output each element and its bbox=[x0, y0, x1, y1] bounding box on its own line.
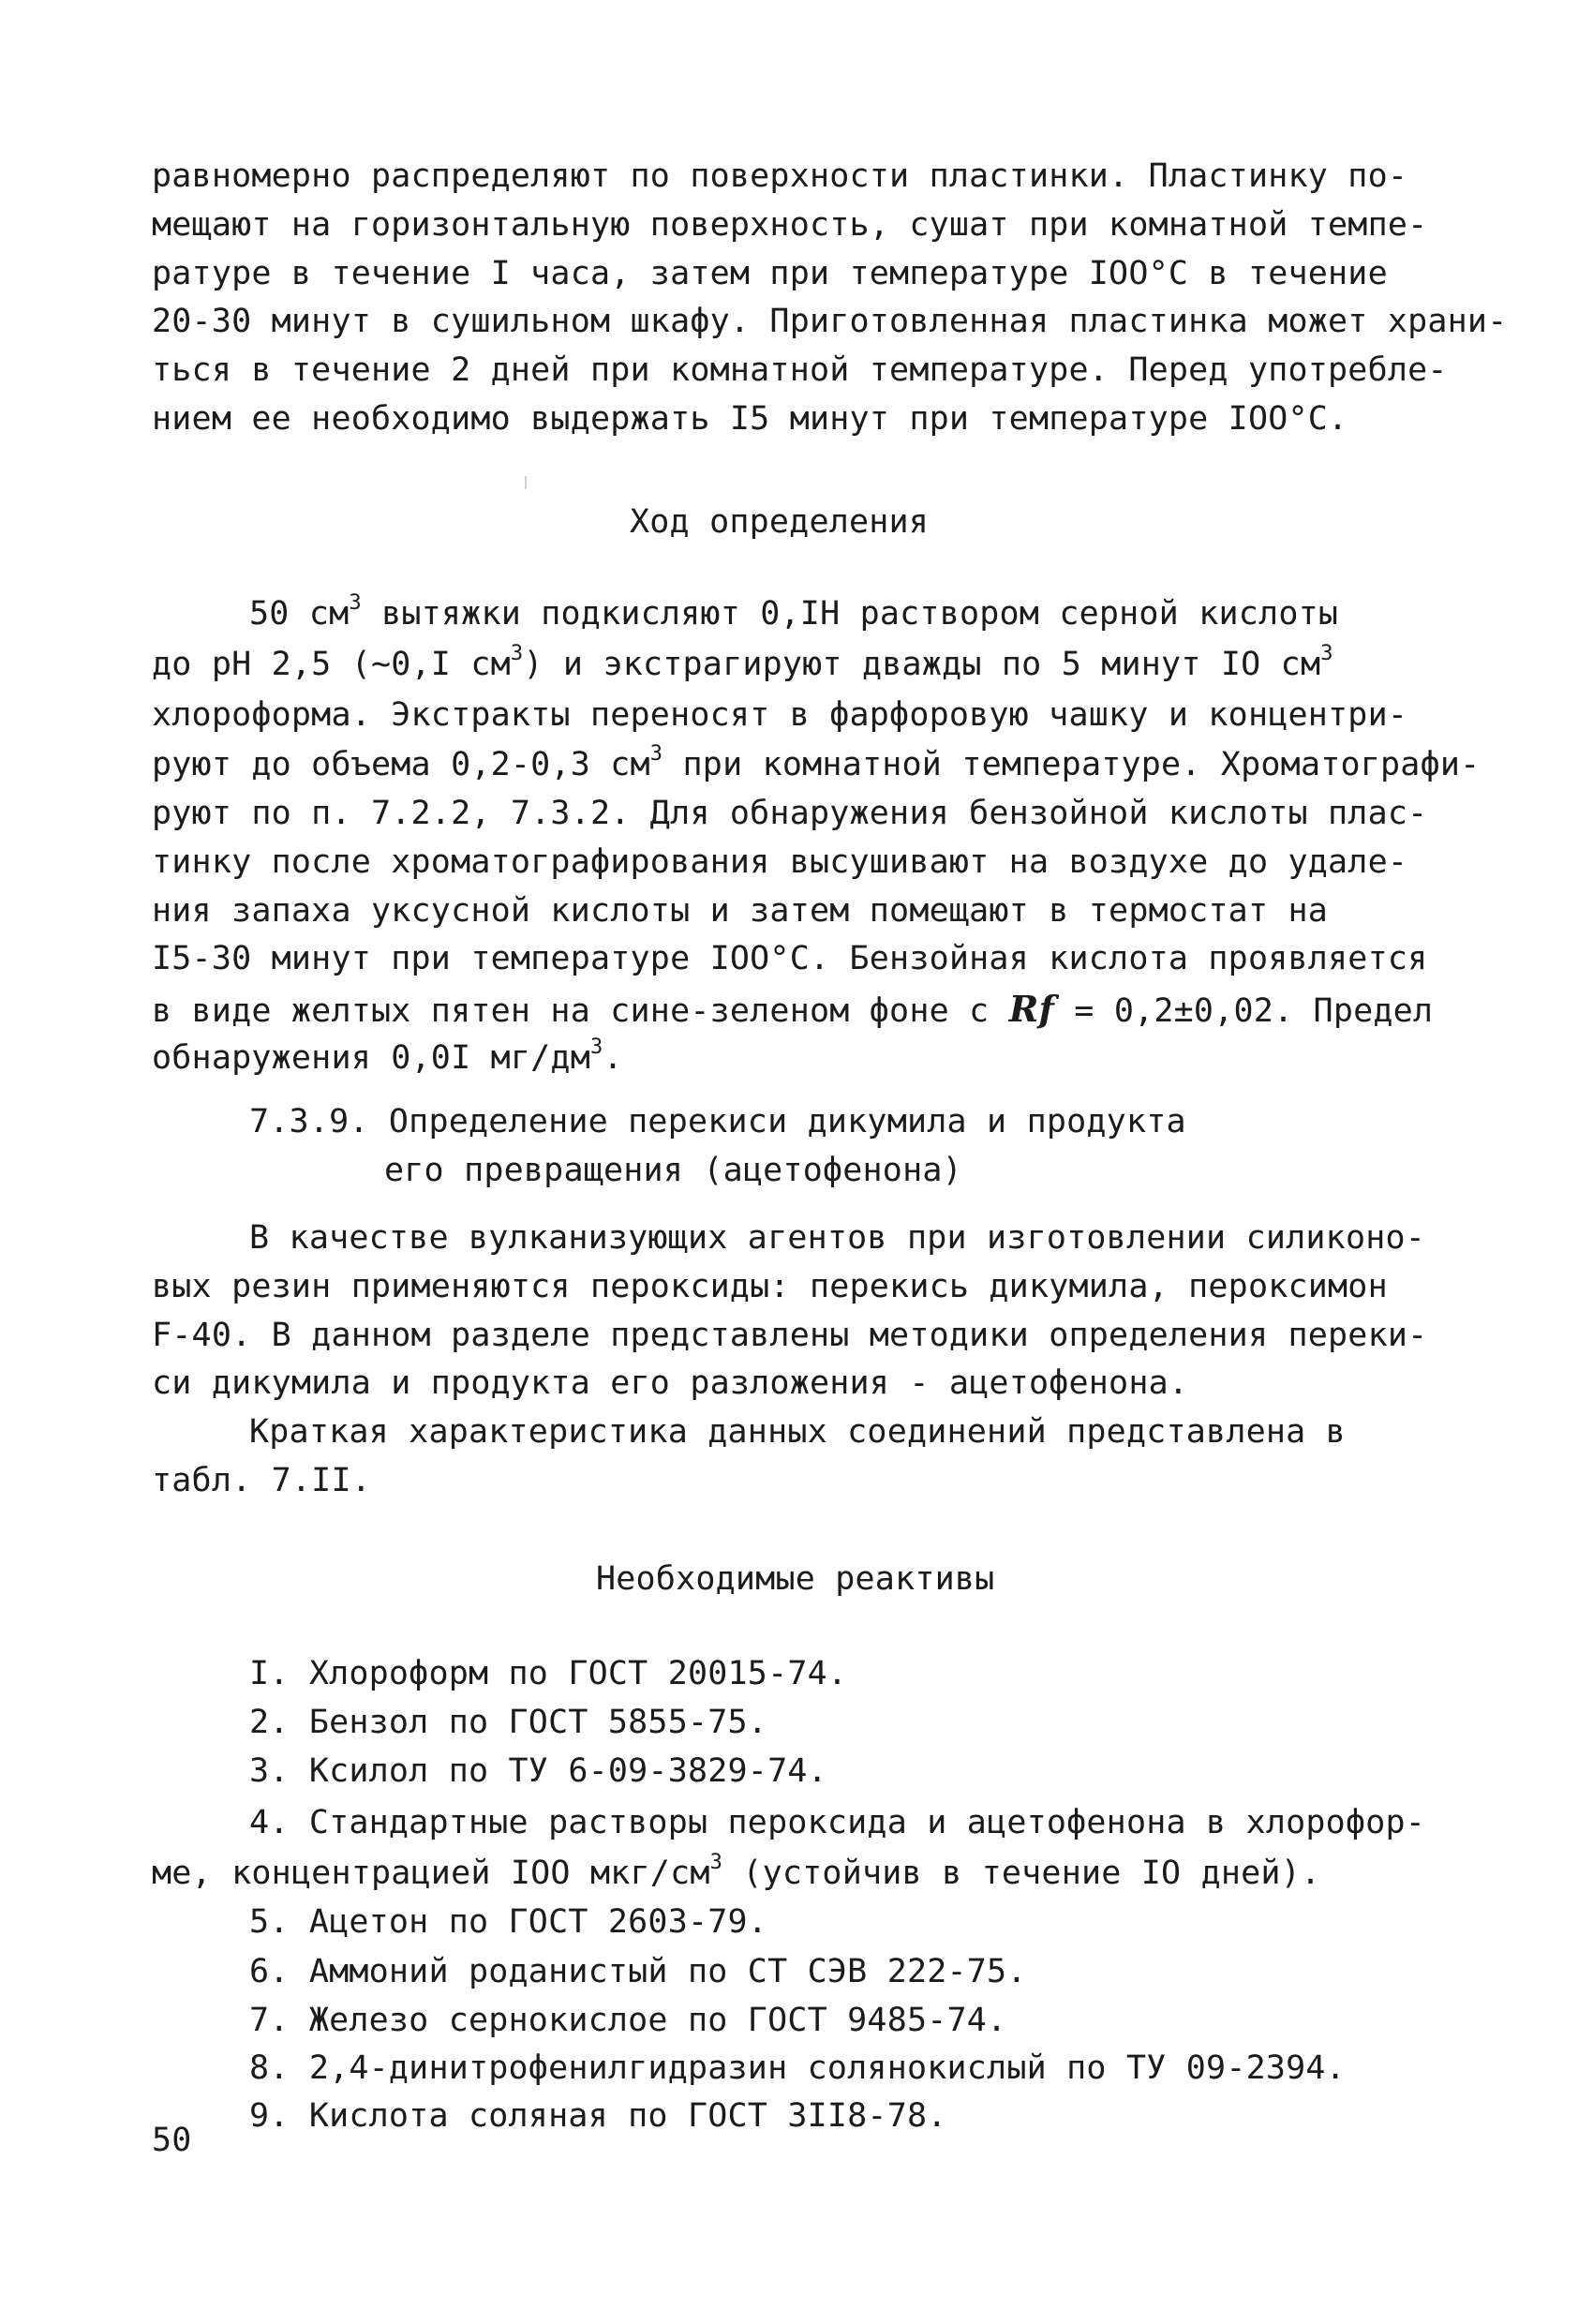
text-line: ться в течение 2 дней при комнатной температуре. Перед употребле- bbox=[152, 351, 1448, 389]
text-line: I5-30 минут при температуре IOO°C. Бензойная кислота проявляется bbox=[152, 940, 1428, 977]
text-line: нием ее необходимо выдержать I5 минут при температуре IOO°C. bbox=[152, 400, 1348, 438]
text-line: Краткая характеристика данных соединений представлена в bbox=[249, 1413, 1346, 1451]
list-item: 4. Стандартные растворы пероксида и ацетофенона в хлорофор- bbox=[249, 1804, 1426, 1841]
text-segment: (устойчив в течение IO дней). bbox=[722, 1855, 1321, 1892]
text-line: равномерно распределяют по поверхности пластинки. Пластинку по- bbox=[152, 157, 1408, 195]
text-segment: до pH 2,5 (~0,I см bbox=[152, 646, 511, 683]
superscript: 3 bbox=[1320, 642, 1333, 665]
text-segment: вытяжки подкисляют 0,IH раствором серной кислоты bbox=[361, 595, 1339, 633]
text-line: хлороформа. Экстракты переносят в фарфоровую чашку и концентри- bbox=[152, 696, 1408, 734]
text-segment: ме, концентрацией IOO мкг/см bbox=[152, 1855, 710, 1892]
text-line: руют по п. 7.2.2, 7.3.2. Для обнаружения бензойной кислоты плас- bbox=[152, 795, 1428, 832]
list-item-continuation bbox=[152, 1851, 1321, 1892]
text-line: мещают на горизонтальную поверхность, сушат при комнатной темпе- bbox=[152, 206, 1428, 244]
text-segment: обнаружения 0,0I мг/дм bbox=[152, 1039, 590, 1077]
page-number: 50 bbox=[152, 2122, 192, 2159]
scan-mark bbox=[525, 476, 527, 489]
text-line: си дикумила и продукта его разложения - ацетофенона. bbox=[152, 1364, 1189, 1402]
text-line: ратуре в течение I часа, затем при температуре IOO°C в течение bbox=[152, 255, 1388, 292]
text-segment: руют до объема 0,2-0,3 см bbox=[152, 746, 650, 783]
text-segment: . bbox=[603, 1039, 623, 1077]
list-item: 6. Аммоний роданистый по СТ СЭВ 222-75. bbox=[249, 1953, 1027, 1990]
superscript: 3 bbox=[349, 591, 362, 615]
rf-symbol: Rf bbox=[1008, 988, 1055, 1030]
list-item: 2. Бензол по ГОСТ 5855-75. bbox=[249, 1704, 768, 1741]
list-item: 8. 2,4-динитрофенилгидразин солянокислый по ТУ 09-2394. bbox=[249, 2049, 1346, 2087]
text-line: 20-30 минут в сушильном шкафу. Приготовленная пластинка может храни- bbox=[152, 303, 1508, 340]
heading-reagents: Необходимые реактивы bbox=[596, 1560, 995, 1598]
list-item: I. Хлороформ по ГОСТ 20015-74. bbox=[249, 1655, 848, 1692]
text-line bbox=[152, 1035, 623, 1077]
text-line bbox=[152, 642, 1333, 683]
text-line: вых резин применяются пероксиды: перекись дикумила, пероксимон bbox=[152, 1268, 1388, 1305]
text-segment: в виде желтых пятен на сине-зеленом фоне с bbox=[152, 992, 1009, 1030]
superscript: 3 bbox=[589, 1035, 603, 1059]
section-title-line: 7.3.9. Определение перекиси дикумила и продукта bbox=[249, 1103, 1186, 1140]
list-item: 7. Железо сернокислое по ГОСТ 9485-74. bbox=[249, 2002, 1007, 2039]
text-line: В качестве вулканизующих агентов при изготовлении силиконо- bbox=[249, 1219, 1426, 1257]
text-segment: 50 см bbox=[249, 595, 350, 633]
text-line bbox=[152, 988, 1434, 1030]
text-line: ния запаха уксусной кислоты и затем помещают в термостат на bbox=[152, 892, 1329, 930]
text-segment: ) и экстрагируют дважды по 5 минут IO см bbox=[523, 646, 1321, 683]
list-item: 3. Ксилол по ТУ 6-09-3829-74. bbox=[249, 1752, 827, 1790]
text-line bbox=[152, 742, 1481, 783]
text-line: F-40. В данном разделе представлены методики определения переки- bbox=[152, 1317, 1428, 1354]
superscript: 3 bbox=[649, 742, 663, 766]
superscript: 3 bbox=[709, 1851, 723, 1874]
text-line: табл. 7.II. bbox=[152, 1462, 371, 1499]
heading-procedure: Ход определения bbox=[630, 503, 930, 541]
superscript: 3 bbox=[510, 642, 524, 665]
text-segment: при комнатной температуре. Хроматографи- bbox=[663, 746, 1481, 783]
section-title-line: его превращения (ацетофенона) bbox=[384, 1152, 962, 1189]
text-segment: = 0,2±0,02. Предел bbox=[1054, 992, 1434, 1030]
text-line bbox=[249, 591, 1339, 633]
list-item: 5. Ацетон по ГОСТ 2603-79. bbox=[249, 1903, 768, 1941]
text-line: тинку после хроматографирования высушивают на воздухе до удале- bbox=[152, 843, 1408, 881]
list-item: 9. Кислота соляная по ГОСТ 3II8-78. bbox=[249, 2097, 947, 2135]
